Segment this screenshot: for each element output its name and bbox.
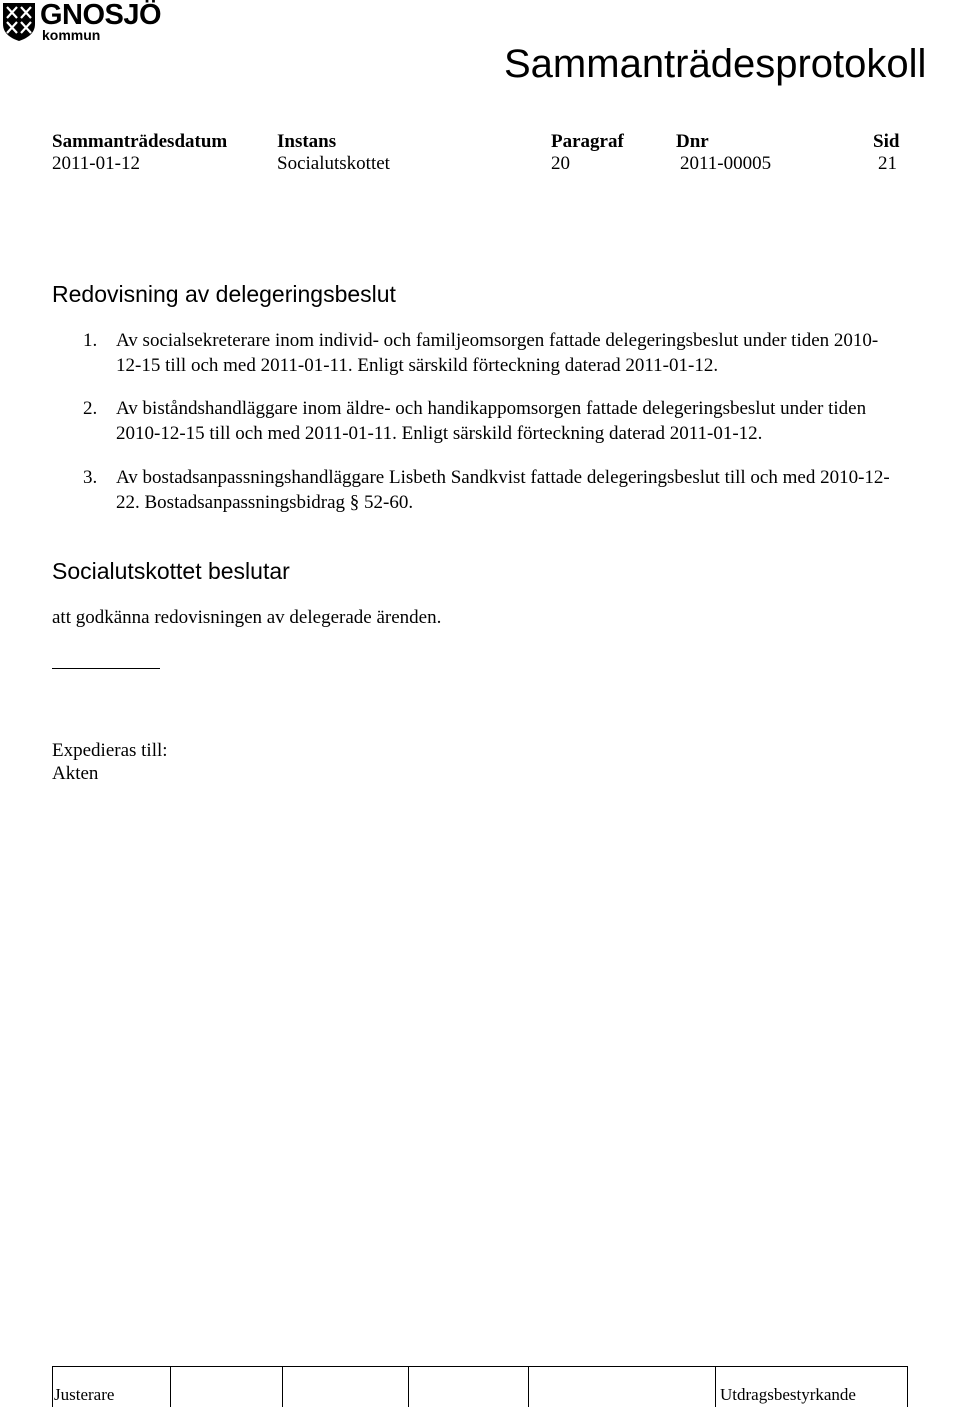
footer-divider	[907, 1366, 908, 1407]
distribution-recipient: Akten	[52, 763, 99, 784]
municipality-logo	[2, 2, 172, 44]
meta-dnr	[676, 131, 771, 175]
list-item	[52, 329, 892, 378]
distribution-label: Expedieras till:	[52, 740, 168, 761]
footer-divider	[715, 1366, 716, 1407]
list-item-number: 2.	[83, 398, 98, 419]
meta-paragraf	[551, 131, 624, 175]
meta-sid-label: Sid	[873, 131, 900, 152]
list-item-text: Av biståndshandläggare inom äldre- och handikappomsorgen fattade delegeringsbeslut under tiden 2010-12-15 till och med 2011-01-11. Enligt särskild förteckning daterad 2011-01-12.	[116, 398, 867, 444]
footer-divider	[282, 1366, 283, 1407]
meta-dnr-value: 2011-00005	[680, 153, 772, 174]
coat-of-arms-icon	[2, 2, 36, 42]
footer-divider	[52, 1366, 53, 1407]
section-heading: Redovisning av delegeringsbeslut	[52, 281, 396, 307]
meta-date-value: 2011-01-12	[52, 153, 140, 174]
list-item-text: Av socialsekreterare inom individ- och familjeomsorgen fattade delegeringsbeslut under tiden 2010-12-15 till och med 2011-01-11. Enligt särskild förteckning daterad 2011-01-12.	[116, 330, 879, 376]
separator-line	[52, 668, 160, 669]
meta-sid-value: 21	[878, 153, 897, 174]
meta-paragraf-label: Paragraf	[551, 131, 624, 152]
meta-instans-label: Instans	[277, 131, 337, 152]
document-title: Sammanträdesprotokoll	[504, 42, 927, 86]
meta-sid	[873, 131, 899, 175]
footer-divider	[170, 1366, 171, 1407]
meta-date	[52, 131, 227, 175]
meta-instans-value: Socialutskottet	[277, 153, 390, 174]
list-item-number: 1.	[83, 330, 98, 351]
logo-name: GNOSJÖ	[40, 0, 162, 31]
meta-paragraf-value: 20	[551, 153, 570, 174]
list-item-number: 3.	[83, 467, 98, 488]
logo-subtitle: kommun	[42, 27, 101, 43]
decision-heading: Socialutskottet beslutar	[52, 558, 290, 584]
meta-date-label: Sammanträdesdatum	[52, 131, 228, 152]
meta-dnr-label: Dnr	[676, 131, 709, 152]
footer-divider	[408, 1366, 409, 1407]
footer-utdragsbestyrkande: Utdragsbestyrkande	[720, 1385, 856, 1404]
list-item-text: Av bostadsanpassningshandläggare Lisbeth Sandkvist fattade delegeringsbeslut till och med 2010-12-22. Bostadsanpassningsbidrag § 52-60.	[116, 467, 890, 513]
list-item	[52, 397, 892, 446]
list-item	[52, 466, 892, 515]
meta-instans	[277, 131, 390, 175]
decision-text: att godkänna redovisningen av delegerade ärenden.	[52, 607, 442, 628]
footer-divider	[528, 1366, 529, 1407]
footer-rule	[52, 1366, 908, 1367]
footer-justerare: Justerare	[54, 1385, 115, 1404]
